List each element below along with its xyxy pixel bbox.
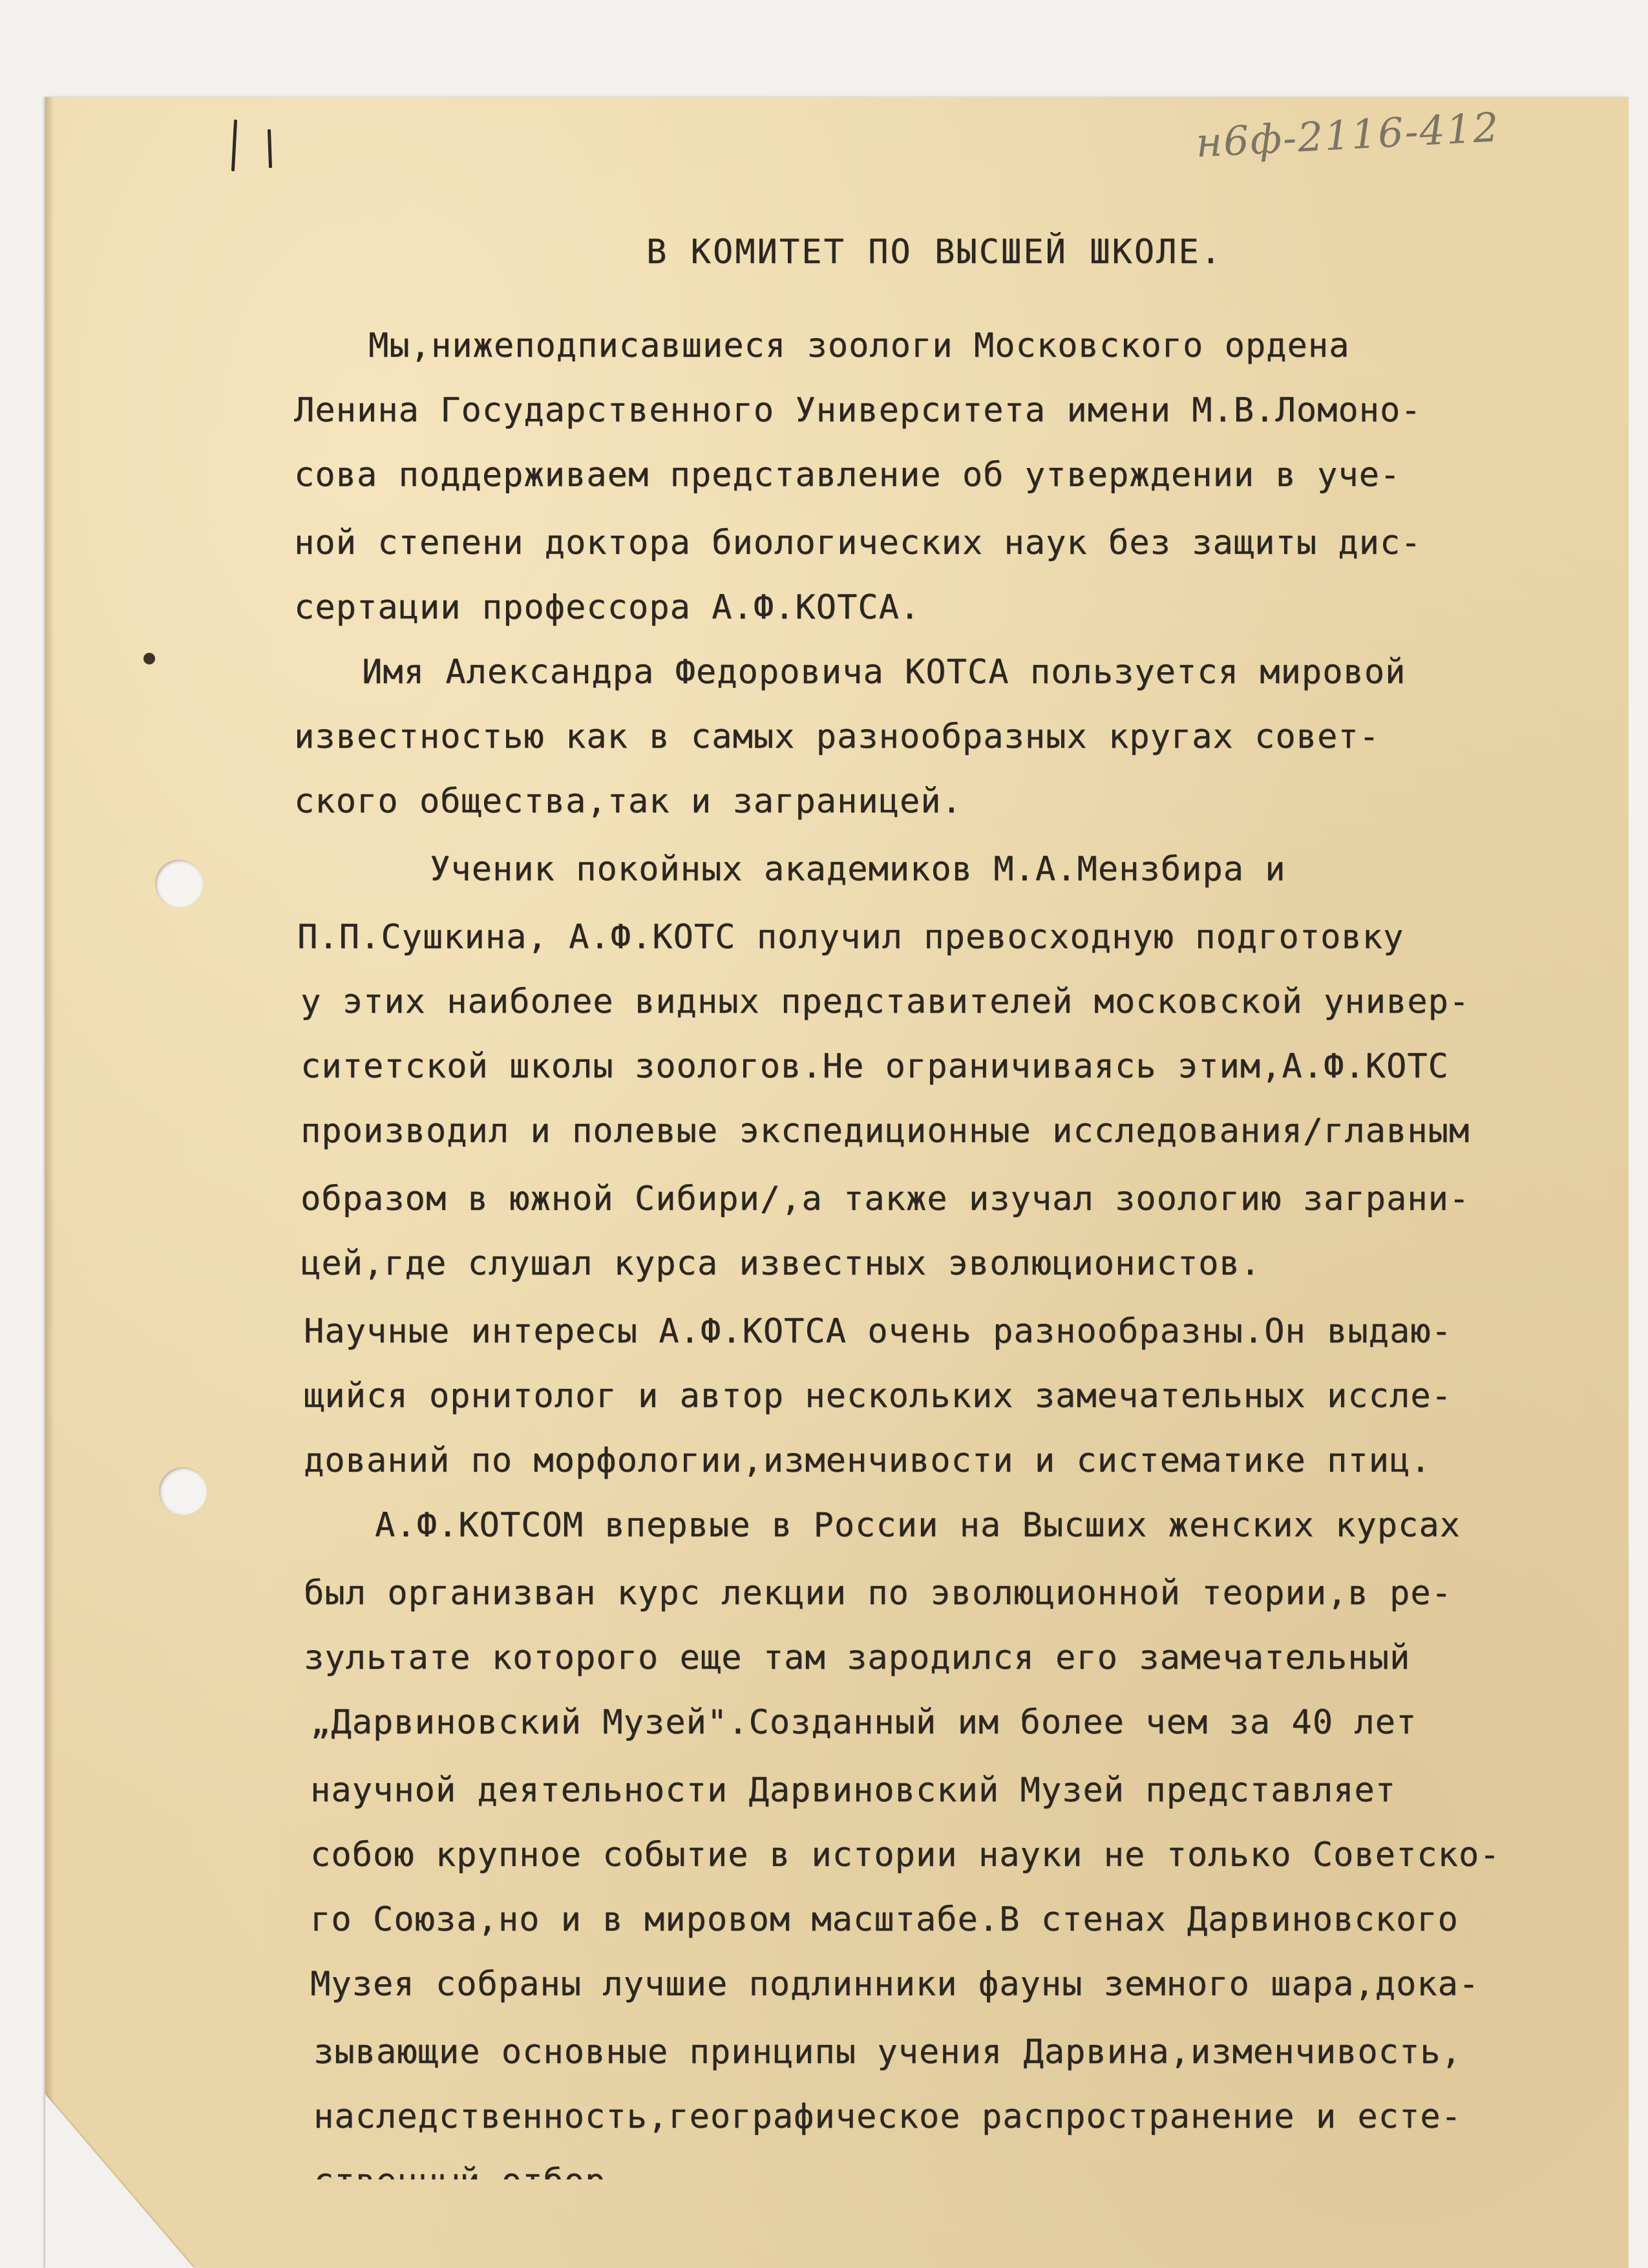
text-line: Ученик покойных академиков М.А.Мензбира и [430,850,1286,889]
text-line: Научные интересы А.Ф.КОТСА очень разнообразны.Он выдаю- [304,1312,1452,1351]
text-line: зывающие основные принципы учения Дарвина,изменчивость, [313,2033,1462,2072]
text-line: известностью как в самых разнообразных кругах совет- [294,717,1380,756]
text-line: сова поддерживаем представление об утверждении в уче- [294,456,1401,494]
text-line: го Союза,но и в мировом масштабе.В стенах Дарвиновского [310,1900,1459,1939]
text-line: зультате которого еще там зародился его замечательный [304,1638,1411,1677]
text-line: „Дарвиновский Музей".Созданный им более чем за 40 лет [310,1703,1417,1742]
ink-speck [143,653,155,664]
text-line: цей,где слушал курса известных эволюционистов. [301,1244,1262,1283]
text-line: сертации профессора А.Ф.КОТСА. [294,588,921,627]
sheet-edge-shadow [45,97,54,2268]
text-line: Мы,нижеподписавшиеся зоологи Московского ордена [368,326,1350,365]
text-line: Ленина Государственного Университета имени М.В.Ломоно- [294,391,1422,430]
text-line: научной деятельности Дарвиновский Музей представляет [310,1771,1396,1810]
text-line: собою крупное событие в истории науки не только Советско- [310,1836,1501,1874]
archive-number: н6ф-2116-412 [1194,103,1501,167]
text-line: П.П.Сушкина, А.Ф.КОТС получил превосходную подготовку [297,918,1404,957]
text-line: образом в южной Сибири/,а также изучал зоологию заграни- [301,1180,1470,1218]
text-line: наследственность,географическое распространение и есте- [313,2097,1462,2136]
text-line: ситетской школы зоологов.Не ограничиваясь этим,А.Ф.КОТС [301,1047,1449,1086]
text-line: дований по морфологии,изменчивости и систематике птиц. [304,1441,1431,1480]
text-line: ского общества,так и заграницей. [294,782,962,821]
text-line: был организван курс лекции по эволюционной теории,в ре- [304,1574,1452,1613]
text-line: Музея собраны лучшие подлинники фауны земного шара,дока- [310,1965,1480,2004]
text-line: Имя Александра Федоровича КОТСА пользуется мировой [362,653,1406,692]
text-line: А.Ф.КОТСОМ впервые в России на Высших женских курсах [375,1506,1461,1545]
punch-hole [159,1467,207,1515]
text-line: щийся орнитолог и автор нескольких замечательных иссле- [304,1377,1452,1415]
punch-hole [155,860,203,907]
text-line: ной степени доктора биологических наук без защиты дис- [294,524,1422,562]
torn-corner [45,2094,194,2268]
text-line: производил и полевые экспедиционные исследования/главным [301,1112,1470,1150]
document-heading: В КОМИТЕТ ПО ВЫСШЕЙ ШКОЛЕ. [646,233,1223,271]
text-line: у этих наиболее видных представителей московской универ- [301,982,1470,1021]
